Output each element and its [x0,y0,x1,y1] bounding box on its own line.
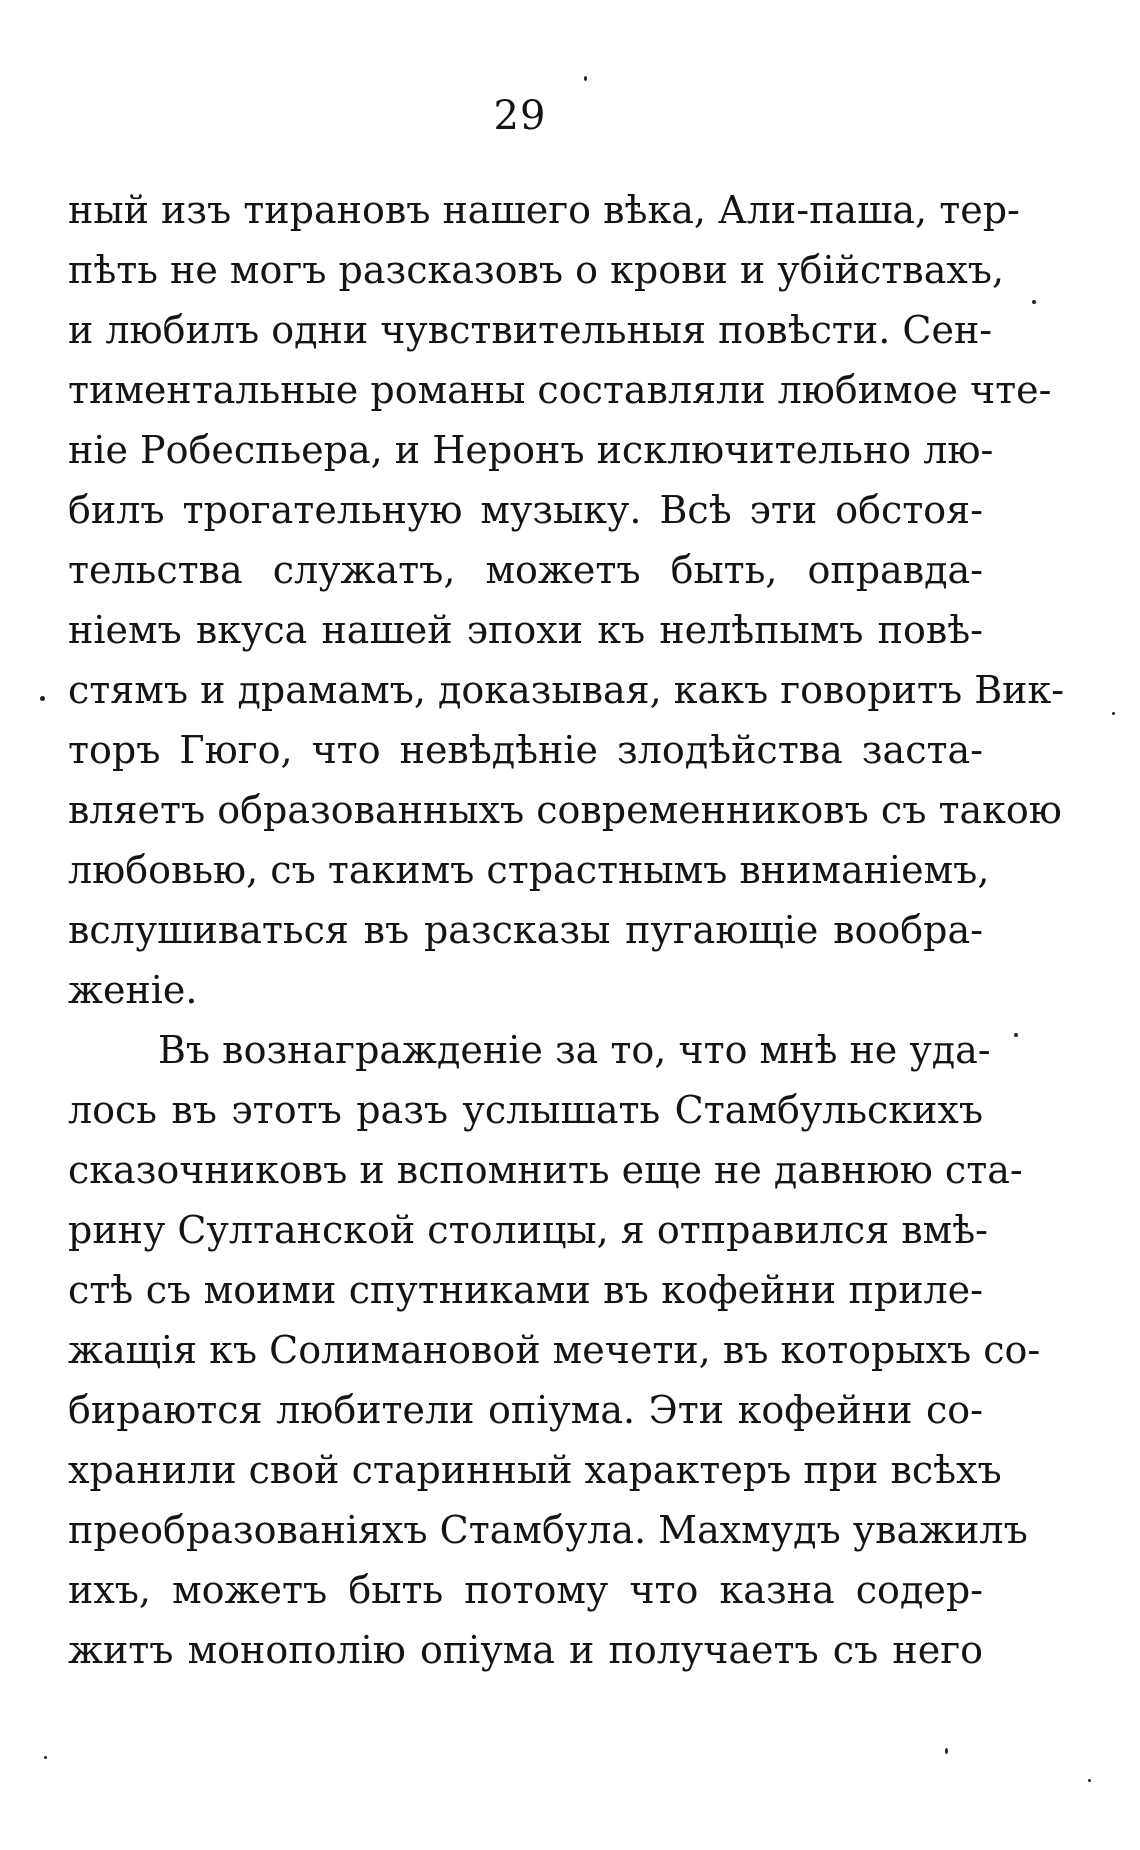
scan-speck [945,1748,948,1754]
text-line: лось въ этотъ разъ услышать Стамбульскихъ [68,1088,983,1132]
text-line: стѣ съ моими спутниками въ кофейни приле- [68,1268,983,1312]
scan-speck [1014,1033,1018,1037]
text-line: ный изъ тирановъ нашего вѣка, Али-паша, тер- [68,188,1020,232]
text-line: пѣть не могъ разсказовъ о крови и убійствахъ, [68,248,1005,292]
text-line: и любилъ одни чувствительныя повѣсти. Сен- [68,308,993,352]
text-line: вслушиваться въ разсказы пугающіе вообра- [68,908,983,952]
scan-speck [1032,300,1036,304]
text-line: женіе. [68,968,198,1012]
text-line: преобразованіяхъ Стамбула. Махмудъ уважилъ [68,1508,1028,1552]
text-line: любовью, съ такимъ страстнымъ вниманіемъ, [68,848,990,892]
scan-speck [584,76,587,81]
text-line: вляетъ образованныхъ современниковъ съ такою [68,788,1062,832]
text-line: житъ монополію опіума и получаетъ съ него [68,1628,983,1672]
text-line: тельства служатъ, можетъ быть, оправда- [68,548,983,592]
scan-speck [1088,1779,1091,1782]
paragraph-1 [68,180,1065,1020]
paragraph-2 [68,1020,1041,1680]
text-line: стямъ и драмамъ, доказывая, какъ говоритъ Вик- [68,668,1065,712]
text-line: ихъ, можетъ быть потому что казна содер- [68,1568,983,1612]
text-line: Въ вознагражденіе за то, что мнѣ не уда- [158,1028,991,1072]
text-line: ніе Робеспьера, и Неронъ исключительно лю- [68,428,994,472]
text-line: жащія къ Солимановой мечети, въ которыхъ со- [68,1328,1041,1372]
text-line: бираются любители опіума. Эти кофейни со- [68,1388,983,1432]
text-line: рину Султанской столицы, я отправился вмѣ- [68,1208,988,1252]
text-line: ніемъ вкуса нашей эпохи къ нелѣпымъ повѣ- [68,608,983,652]
text-line: торъ Гюго, что невѣдѣніе злодѣйства заста- [68,728,983,772]
text-line: билъ трогательную музыку. Всѣ эти обстоя- [68,488,983,532]
body-text [68,180,1065,1680]
text-line: тиментальные романы составляли любимое чте- [68,368,1052,412]
scan-speck [40,696,45,701]
text-line: сказочниковъ и вспомнить еще не давнюю ста- [68,1148,1023,1192]
page-number: 29 [493,93,547,139]
scan-speck [1112,712,1115,715]
scan-speck [44,1756,47,1759]
text-line: хранили свой старинный характеръ при всѣхъ [68,1448,1002,1492]
